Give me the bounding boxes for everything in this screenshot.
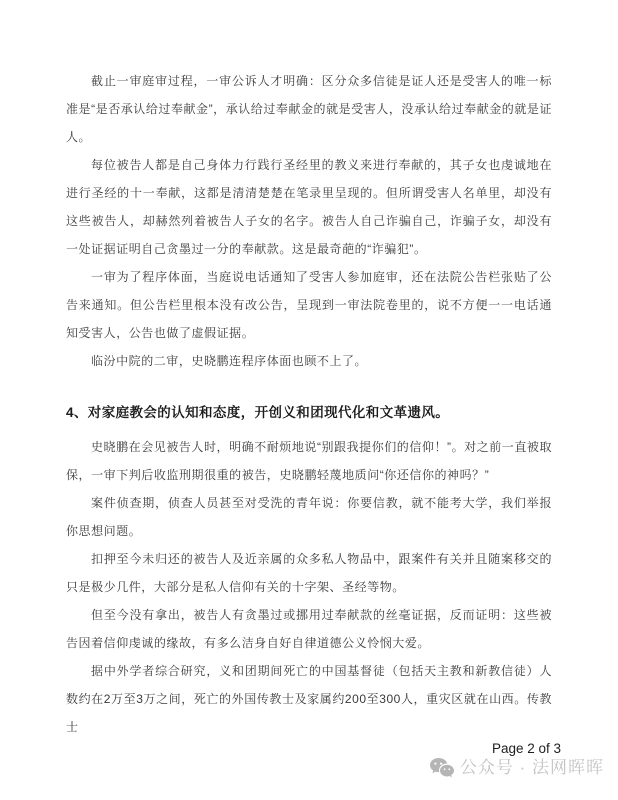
watermark <box>429 757 604 778</box>
body-paragraph: 临汾中院的二审，史晓鹏连程序体面也顾不上了。 <box>91 354 368 368</box>
body-paragraph: 扣押至今未归还的被告人及近亲属的众多私人物品中，跟案件有关并且随案移交的只是极少几件，大部分是私人信仰有关的十字架、圣经等物。 <box>66 552 552 594</box>
body-paragraph: 案件侦查期，侦查人员甚至对受洗的青年说：你要信教，就不能考大学，我们举报你思想问题。 <box>66 496 552 538</box>
wechat-icon <box>429 757 454 778</box>
page-number: Page 2 of 3 <box>491 741 561 756</box>
body-paragraph: 但至今没有拿出，被告人有贪墨过或挪用过奉献款的丝毫证据，反而证明：这些被告因着信仰虔诚的缘故，有多么洁身自好自律道德公义怜悯大爱。 <box>66 608 552 650</box>
section-heading: 4、对家庭教会的认知和态度，开创义和团现代化和文革遗风。 <box>66 405 450 420</box>
watermark-text: 公众号 · 法网晖晖 <box>459 758 604 777</box>
body-paragraph: 一审为了程序体面，当庭说电话通知了受害人参加庭审，还在法院公告栏张贴了公告来通知。但公告栏里根本没有改公告，呈现到一审法院卷里的，说不方便一一电话通知受害人，公告也做了虚假证据。 <box>66 270 552 340</box>
body-paragraph: 每位被告人都是自己身体力行践行圣经里的教义来进行奉献的，其子女也虔诚地在进行圣经的十一奉献，这都是清清楚楚在笔录里呈现的。但所谓受害人名单里，却没有这些被告人，却赫然列着被告人子女的名字。被告人自己诈骗自己，诈骗子女，却没有一处证据证明自己贪墨过一分的奉献款。这是最奇葩的“诈骗犯”。 <box>66 158 552 256</box>
document-body <box>66 67 552 741</box>
body-paragraph: 截止一审庭审过程，一审公诉人才明确：区分众多信徒是证人还是受害人的唯一标准是“是否承认给过奉献金”，承认给过奉献金的就是受害人，没承认给过奉献金的就是证人。 <box>66 74 552 144</box>
body-paragraph: 史晓鹏在会见被告人时，明确不耐烦地说“别跟我提你们的信仰！”。对之前一直被取保，一审下判后收监刑期很重的被告，史晓鹏轻蔑地质问“你还信你的神吗？” <box>66 440 552 482</box>
body-paragraph: 据中外学者综合研究，义和团期间死亡的中国基督徒（包括天主教和新教信徒）人数约在2万至3万之间，死亡的外国传教士及家属约200至300人，重灾区就在山西。传教士 <box>66 664 552 734</box>
